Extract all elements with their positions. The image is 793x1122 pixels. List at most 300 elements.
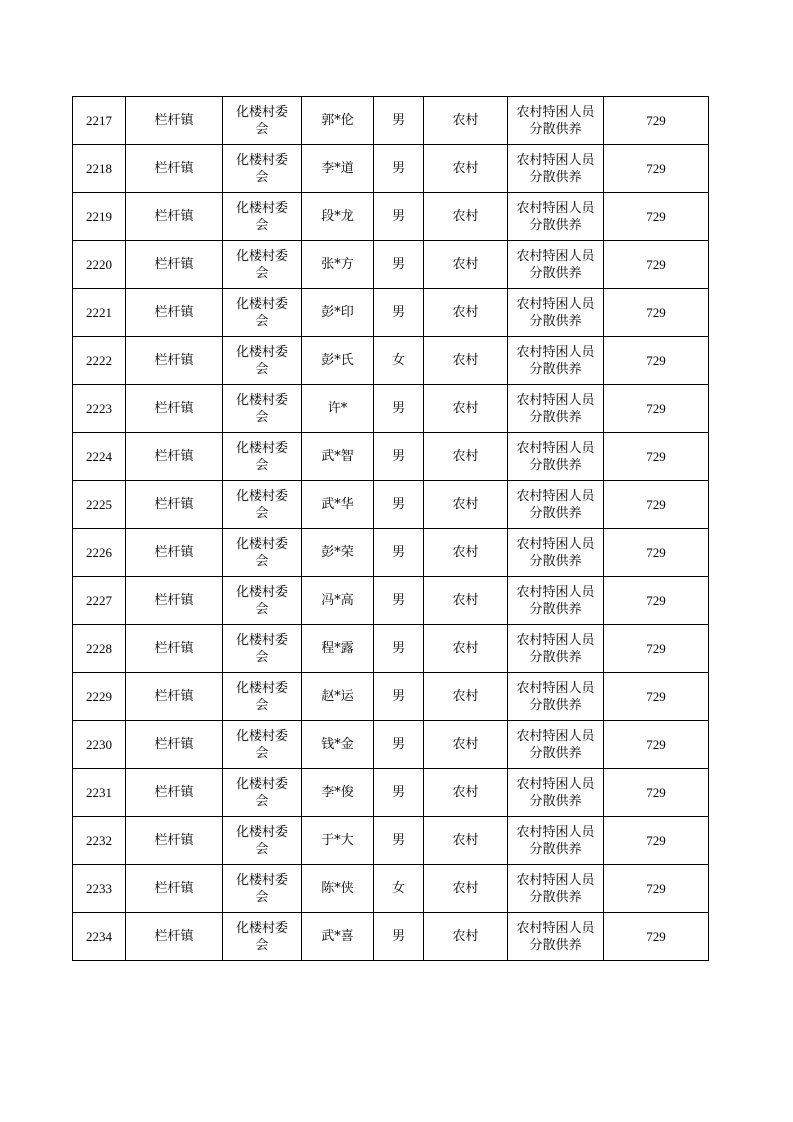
name-cell [302,817,374,865]
row-number-cell [73,673,126,721]
roster-body [73,97,709,961]
town-cell-text: 栏杆镇 [154,881,194,896]
support-type-cell-text: 分散供养 [529,601,582,617]
table-row [73,769,709,817]
support-type-cell [508,913,604,961]
support-type-cell-text: 农村特困人员 [516,776,595,792]
town-cell [126,241,223,289]
amount-cell [604,337,709,385]
village-cell-text: 会 [255,553,269,569]
support-type-cell [508,625,604,673]
village-cell-text: 化楼村委 [235,296,288,312]
village-cell-text: 会 [255,409,269,425]
town-cell-text: 栏杆镇 [154,257,194,272]
table-row [73,865,709,913]
support-type-cell [508,289,604,337]
row-number-cell [73,481,126,529]
village-cell-text: 化楼村委 [235,536,288,552]
village-cell-text: 会 [255,361,269,377]
support-type-cell [508,97,604,145]
name-cell-text: 郭*伦 [321,113,354,128]
support-type-cell-text: 分散供养 [529,889,582,905]
support-type-cell-text: 农村特困人员 [516,872,595,888]
gender-cell [374,97,424,145]
row-number-cell-text: 2223 [86,401,112,416]
row-number-cell [73,97,126,145]
area-cell [424,145,508,193]
town-cell-text: 栏杆镇 [154,353,194,368]
town-cell-text: 栏杆镇 [154,305,194,320]
area-cell [424,481,508,529]
support-type-cell-text: 分散供养 [529,265,582,281]
support-type-cell-text: 农村特困人员 [516,392,595,408]
area-cell [424,433,508,481]
support-type-cell-text: 分散供养 [529,457,582,473]
town-cell-text: 栏杆镇 [154,401,194,416]
village-cell-text: 化楼村委 [235,728,288,744]
row-number-cell [73,385,126,433]
name-cell-text: 程*露 [321,641,354,656]
name-cell [302,481,374,529]
name-cell [302,433,374,481]
area-cell-text: 农村 [452,641,479,656]
gender-cell-text: 女 [391,353,405,368]
village-cell-text: 会 [255,121,269,137]
amount-cell [604,289,709,337]
gender-cell-text: 男 [391,113,405,128]
area-cell [424,337,508,385]
gender-cell [374,481,424,529]
row-number-cell-text: 2233 [86,881,112,896]
row-number-cell [73,913,126,961]
village-cell-text: 化楼村委 [235,200,288,216]
village-cell-text: 会 [255,889,269,905]
village-cell [223,673,302,721]
gender-cell-text: 男 [391,209,405,224]
village-cell-text: 化楼村委 [235,632,288,648]
area-cell [424,865,508,913]
support-type-cell-text: 农村特困人员 [516,344,595,360]
gender-cell-text: 男 [391,689,405,704]
amount-cell [604,577,709,625]
table-row [73,577,709,625]
gender-cell [374,625,424,673]
row-number-cell-text: 2220 [86,257,112,272]
support-type-cell-text: 农村特困人员 [516,296,595,312]
support-type-cell [508,529,604,577]
amount-cell-text: 729 [646,161,666,176]
area-cell-text: 农村 [452,737,479,752]
support-type-cell-text: 农村特困人员 [516,104,595,120]
support-type-cell-text: 分散供养 [529,745,582,761]
gender-cell-text: 男 [391,161,405,176]
name-cell [302,385,374,433]
village-cell-text: 会 [255,697,269,713]
village-cell [223,289,302,337]
roster-table [72,96,709,961]
support-type-cell-text: 分散供养 [529,313,582,329]
row-number-cell [73,865,126,913]
amount-cell-text: 729 [646,497,666,512]
support-type-cell [508,865,604,913]
amount-cell [604,625,709,673]
row-number-cell-text: 2229 [86,689,112,704]
gender-cell-text: 男 [391,593,405,608]
amount-cell-text: 729 [646,833,666,848]
amount-cell-text: 729 [646,305,666,320]
gender-cell [374,193,424,241]
village-cell-text: 化楼村委 [235,776,288,792]
table-row [73,193,709,241]
town-cell-text: 栏杆镇 [154,449,194,464]
town-cell [126,673,223,721]
town-cell-text: 栏杆镇 [154,113,194,128]
town-cell-text: 栏杆镇 [154,641,194,656]
name-cell-text: 张*方 [321,257,354,272]
gender-cell [374,241,424,289]
support-type-cell [508,481,604,529]
name-cell-text: 武*喜 [321,929,354,944]
row-number-cell [73,193,126,241]
support-type-cell-text: 分散供养 [529,841,582,857]
village-cell-text: 会 [255,937,269,953]
village-cell [223,865,302,913]
town-cell [126,193,223,241]
area-cell-text: 农村 [452,545,479,560]
gender-cell-text: 男 [391,449,405,464]
town-cell [126,865,223,913]
gender-cell-text: 男 [391,737,405,752]
gender-cell-text: 男 [391,785,405,800]
village-cell-text: 化楼村委 [235,824,288,840]
gender-cell-text: 男 [391,641,405,656]
name-cell-text: 彭*氏 [321,353,354,368]
area-cell-text: 农村 [452,449,479,464]
name-cell-text: 李*俊 [321,785,354,800]
area-cell-text: 农村 [452,881,479,896]
gender-cell [374,769,424,817]
name-cell [302,721,374,769]
row-number-cell [73,241,126,289]
village-cell [223,817,302,865]
table-row [73,625,709,673]
village-cell-text: 化楼村委 [235,872,288,888]
support-type-cell [508,577,604,625]
amount-cell-text: 729 [646,929,666,944]
amount-cell [604,241,709,289]
town-cell [126,529,223,577]
table-row [73,481,709,529]
name-cell-text: 许* [327,401,348,416]
amount-cell-text: 729 [646,545,666,560]
area-cell [424,817,508,865]
row-number-cell-text: 2231 [86,785,112,800]
row-number-cell-text: 2234 [86,929,112,944]
amount-cell [604,865,709,913]
support-type-cell [508,817,604,865]
row-number-cell [73,145,126,193]
village-cell-text: 会 [255,313,269,329]
village-cell-text: 会 [255,505,269,521]
amount-cell [604,97,709,145]
village-cell [223,481,302,529]
name-cell [302,769,374,817]
gender-cell [374,865,424,913]
table-row [73,529,709,577]
area-cell [424,193,508,241]
amount-cell [604,913,709,961]
area-cell [424,529,508,577]
amount-cell-text: 729 [646,449,666,464]
village-cell [223,193,302,241]
area-cell [424,97,508,145]
amount-cell [604,481,709,529]
village-cell [223,769,302,817]
village-cell [223,625,302,673]
support-type-cell [508,145,604,193]
support-type-cell-text: 分散供养 [529,217,582,233]
area-cell [424,289,508,337]
village-cell-text: 化楼村委 [235,392,288,408]
gender-cell [374,145,424,193]
gender-cell [374,337,424,385]
name-cell-text: 钱*金 [321,737,354,752]
table-row [73,817,709,865]
name-cell [302,337,374,385]
name-cell-text: 彭*印 [321,305,354,320]
name-cell-text: 冯*高 [321,593,354,608]
name-cell [302,529,374,577]
amount-cell-text: 729 [646,689,666,704]
village-cell-text: 化楼村委 [235,248,288,264]
village-cell [223,337,302,385]
table-row [73,433,709,481]
table-row [73,673,709,721]
row-number-cell [73,769,126,817]
name-cell [302,577,374,625]
village-cell-text: 会 [255,745,269,761]
area-cell-text: 农村 [452,209,479,224]
support-type-cell-text: 分散供养 [529,553,582,569]
support-type-cell-text: 分散供养 [529,697,582,713]
name-cell [302,673,374,721]
support-type-cell-text: 分散供养 [529,361,582,377]
support-type-cell-text: 分散供养 [529,649,582,665]
name-cell [302,289,374,337]
area-cell-text: 农村 [452,689,479,704]
gender-cell [374,529,424,577]
amount-cell-text: 729 [646,641,666,656]
town-cell [126,145,223,193]
town-cell-text: 栏杆镇 [154,593,194,608]
table-row [73,721,709,769]
town-cell [126,385,223,433]
table-row [73,385,709,433]
support-type-cell-text: 分散供养 [529,937,582,953]
gender-cell-text: 男 [391,833,405,848]
area-cell-text: 农村 [452,785,479,800]
row-number-cell-text: 2226 [86,545,112,560]
amount-cell [604,529,709,577]
village-cell [223,433,302,481]
amount-cell [604,193,709,241]
town-cell-text: 栏杆镇 [154,689,194,704]
village-cell-text: 化楼村委 [235,152,288,168]
gender-cell-text: 男 [391,401,405,416]
area-cell [424,577,508,625]
row-number-cell-text: 2218 [86,161,112,176]
name-cell-text: 赵*运 [321,689,354,704]
support-type-cell-text: 分散供养 [529,793,582,809]
row-number-cell [73,625,126,673]
table-row [73,241,709,289]
village-cell-text: 会 [255,457,269,473]
gender-cell [374,289,424,337]
row-number-cell [73,529,126,577]
table-row [73,97,709,145]
town-cell [126,721,223,769]
amount-cell [604,145,709,193]
village-cell-text: 化楼村委 [235,104,288,120]
area-cell-text: 农村 [452,161,479,176]
village-cell [223,721,302,769]
gender-cell-text: 男 [391,497,405,512]
area-cell-text: 农村 [452,833,479,848]
amount-cell-text: 729 [646,881,666,896]
town-cell [126,817,223,865]
row-number-cell-text: 2230 [86,737,112,752]
town-cell [126,433,223,481]
area-cell-text: 农村 [452,257,479,272]
area-cell-text: 农村 [452,929,479,944]
village-cell-text: 会 [255,841,269,857]
town-cell [126,577,223,625]
name-cell [302,193,374,241]
name-cell [302,241,374,289]
area-cell [424,769,508,817]
town-cell [126,625,223,673]
name-cell-text: 陈*侠 [321,881,354,896]
town-cell-text: 栏杆镇 [154,545,194,560]
row-number-cell-text: 2228 [86,641,112,656]
support-type-cell-text: 农村特困人员 [516,440,595,456]
row-number-cell-text: 2232 [86,833,112,848]
row-number-cell [73,817,126,865]
row-number-cell-text: 2225 [86,497,112,512]
gender-cell [374,913,424,961]
row-number-cell-text: 2222 [86,353,112,368]
area-cell-text: 农村 [452,305,479,320]
town-cell-text: 栏杆镇 [154,929,194,944]
village-cell [223,241,302,289]
area-cell-text: 农村 [452,113,479,128]
support-type-cell-text: 农村特困人员 [516,536,595,552]
table-row [73,289,709,337]
village-cell [223,385,302,433]
village-cell [223,97,302,145]
area-cell [424,385,508,433]
village-cell [223,577,302,625]
support-type-cell-text: 农村特困人员 [516,200,595,216]
gender-cell [374,673,424,721]
amount-cell-text: 729 [646,113,666,128]
town-cell [126,913,223,961]
amount-cell-text: 729 [646,785,666,800]
support-type-cell-text: 农村特困人员 [516,632,595,648]
town-cell-text: 栏杆镇 [154,833,194,848]
gender-cell-text: 女 [391,881,405,896]
area-cell [424,241,508,289]
name-cell-text: 武*智 [321,449,354,464]
support-type-cell-text: 农村特困人员 [516,584,595,600]
name-cell [302,625,374,673]
gender-cell-text: 男 [391,305,405,320]
village-cell-text: 化楼村委 [235,920,288,936]
area-cell-text: 农村 [452,401,479,416]
name-cell-text: 段*龙 [321,209,354,224]
town-cell-text: 栏杆镇 [154,209,194,224]
support-type-cell [508,721,604,769]
area-cell [424,625,508,673]
village-cell-text: 会 [255,793,269,809]
gender-cell-text: 男 [391,929,405,944]
support-type-cell-text: 分散供养 [529,505,582,521]
support-type-cell-text: 分散供养 [529,121,582,137]
village-cell-text: 会 [255,649,269,665]
amount-cell-text: 729 [646,257,666,272]
town-cell-text: 栏杆镇 [154,497,194,512]
village-cell-text: 化楼村委 [235,488,288,504]
village-cell-text: 化楼村委 [235,584,288,600]
support-type-cell [508,433,604,481]
row-number-cell-text: 2219 [86,209,112,224]
name-cell [302,913,374,961]
support-type-cell [508,385,604,433]
amount-cell [604,721,709,769]
village-cell-text: 会 [255,265,269,281]
name-cell-text: 彭*荣 [321,545,354,560]
name-cell-text: 李*道 [321,161,354,176]
gender-cell [374,577,424,625]
name-cell [302,865,374,913]
village-cell-text: 化楼村委 [235,440,288,456]
town-cell-text: 栏杆镇 [154,161,194,176]
row-number-cell [73,721,126,769]
support-type-cell [508,337,604,385]
support-type-cell [508,193,604,241]
table-row [73,913,709,961]
row-number-cell-text: 2227 [86,593,112,608]
support-type-cell [508,241,604,289]
area-cell [424,721,508,769]
name-cell-text: 于*大 [321,833,354,848]
area-cell-text: 农村 [452,593,479,608]
support-type-cell-text: 农村特困人员 [516,152,595,168]
name-cell-text: 武*华 [321,497,354,512]
town-cell [126,337,223,385]
area-cell-text: 农村 [452,353,479,368]
support-type-cell [508,769,604,817]
name-cell [302,145,374,193]
amount-cell [604,673,709,721]
village-cell-text: 会 [255,601,269,617]
support-type-cell-text: 分散供养 [529,169,582,185]
row-number-cell-text: 2224 [86,449,112,464]
row-number-cell [73,337,126,385]
town-cell-text: 栏杆镇 [154,737,194,752]
support-type-cell-text: 分散供养 [529,409,582,425]
gender-cell [374,721,424,769]
